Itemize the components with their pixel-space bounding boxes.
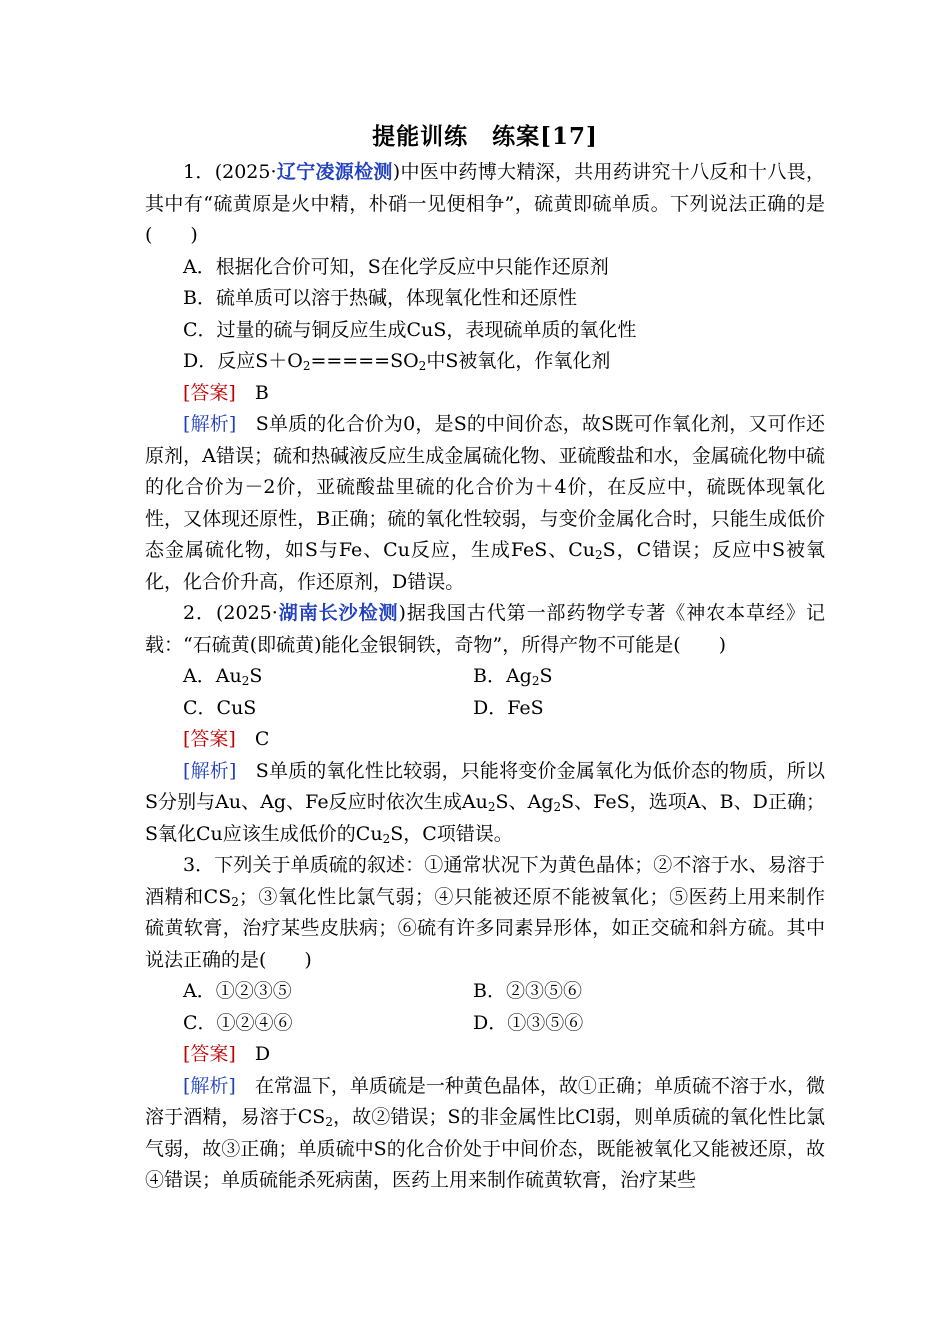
answer-tag: [答案] <box>183 728 236 750</box>
question-2-options-row-2 <box>145 693 825 725</box>
answer-tag: [答案] <box>183 381 236 404</box>
question-2-option-b: B．$Ag_2S$ <box>473 665 553 688</box>
question-1-option-b: B．硫单质可以溶于热碱，体现氧化性和还原性 <box>183 287 577 309</box>
question-3-answer: [答案] D <box>183 1043 271 1065</box>
worksheet-page <box>145 118 825 1197</box>
analysis-tag: [解析] <box>183 413 237 435</box>
question-2-option-c: C．CuS <box>183 696 257 719</box>
page-title: 提能训练 练案[17] <box>372 123 598 150</box>
answer-tag: [答案] <box>183 1043 236 1065</box>
question-1-answer: [答案] B <box>183 381 269 404</box>
question-2-stem: 2．(2025·湖南长沙检测)据我国古代第一部药物学专著《神农本草经》记载：“石硫黄(即硫黄)能化金银铜铁，奇物”，所得产物不可能是( ) <box>145 602 825 656</box>
question-3-options-row-2 <box>145 1008 825 1040</box>
analysis-tag: [解析] <box>183 1074 236 1097</box>
question-2-source: 湖南长沙检测 <box>277 602 399 624</box>
question-2-option-a: A．$Au_2S$ <box>183 665 263 688</box>
question-2-options-row-1 <box>145 661 825 693</box>
question-1-option-c: C．过量的硫与铜反应生成CuS，表现硫单质的氧化性 <box>183 318 637 341</box>
question-2-option-d: D．FeS <box>473 696 544 719</box>
question-3-stem: 3．下列关于单质硫的叙述：①通常状况下为黄色晶体；②不溶于水、易溶于酒精和$CS_2$；③氧化性比氯气弱；④只能被还原不能被氧化；⑤医药上用来制作硫黄软膏，治疗某些皮肤病；⑥硫有许多同素异形体，如正交硫和斜方硫。其中说法正确的是( ) <box>145 854 825 971</box>
question-2-answer: [答案] C <box>183 728 270 750</box>
question-1-option-a: A．根据化合价可知，S在化学反应中只能作还原剂 <box>183 255 609 278</box>
question-3-option-d: D．①③⑤⑥ <box>473 1011 584 1034</box>
question-1-analysis: [解析] S单质的化合价为0，是S的中间价态，故S既可作氧化剂，又可作还原剂，A错误；硫和热碱液反应生成金属硫化物、亚硫酸盐和水，金属硫化物中硫的化合价为－2价，亚硫酸盐里硫的化合价为＋4价，在反应中，硫既体现氧化性，又体现还原性，B正确；硫的氧化性较弱，与变价金属化合时，只能生成低价态金属硫化物，如S与Fe、Cu反应，生成FeS、$Cu_2S$，C错误；反应中S被氧化，化合价升高，作还原剂，D错误。 <box>145 413 826 593</box>
question-3-option-a: A．①②③⑤ <box>183 980 292 1002</box>
question-3-options-row-1 <box>145 976 825 1008</box>
question-3-option-b: B．②③⑤⑥ <box>473 980 582 1002</box>
question-1-stem: 1．(2025·辽宁凌源检测)中医中药博大精深，共用药讲究十八反和十八畏，其中有“硫黄原是火中精，朴硝一见便相争”，硫黄即硫单质。下列说法正确的是( ) <box>145 161 825 246</box>
question-1-source: 辽宁凌源检测 <box>276 161 393 183</box>
question-3-analysis: [解析] 在常温下，单质硫是一种黄色晶体，故①正确；单质硫不溶于水，微溶于酒精，易溶于$CS_2$，故②错误；S的非金属性比Cl弱，则单质硫的氧化性比氯气弱，故③正确；单质硫中S的化合价处于中间价态，既能被氧化又能被还原，故④错误；单质硫能杀死病菌，医药上用来制作硫黄软膏，治疗某些 <box>145 1074 825 1191</box>
question-2-analysis: [解析] S单质的氧化性比较弱，只能将变价金属氧化为低价态的物质，所以S分别与Au、Ag、Fe反应时依次生成$Au_2S$、$Ag_2S$、FeS，选项A、B、D正确；S氧化Cu应该生成低价的$Cu_2S$，C项错误。 <box>145 759 825 846</box>
question-3-option-c: C．①②④⑥ <box>183 1011 293 1034</box>
question-1-option-d: D．反应$S+O_2=====SO_2$中S被氧化，作氧化剂 <box>183 350 611 373</box>
analysis-tag: [解析] <box>183 759 237 782</box>
